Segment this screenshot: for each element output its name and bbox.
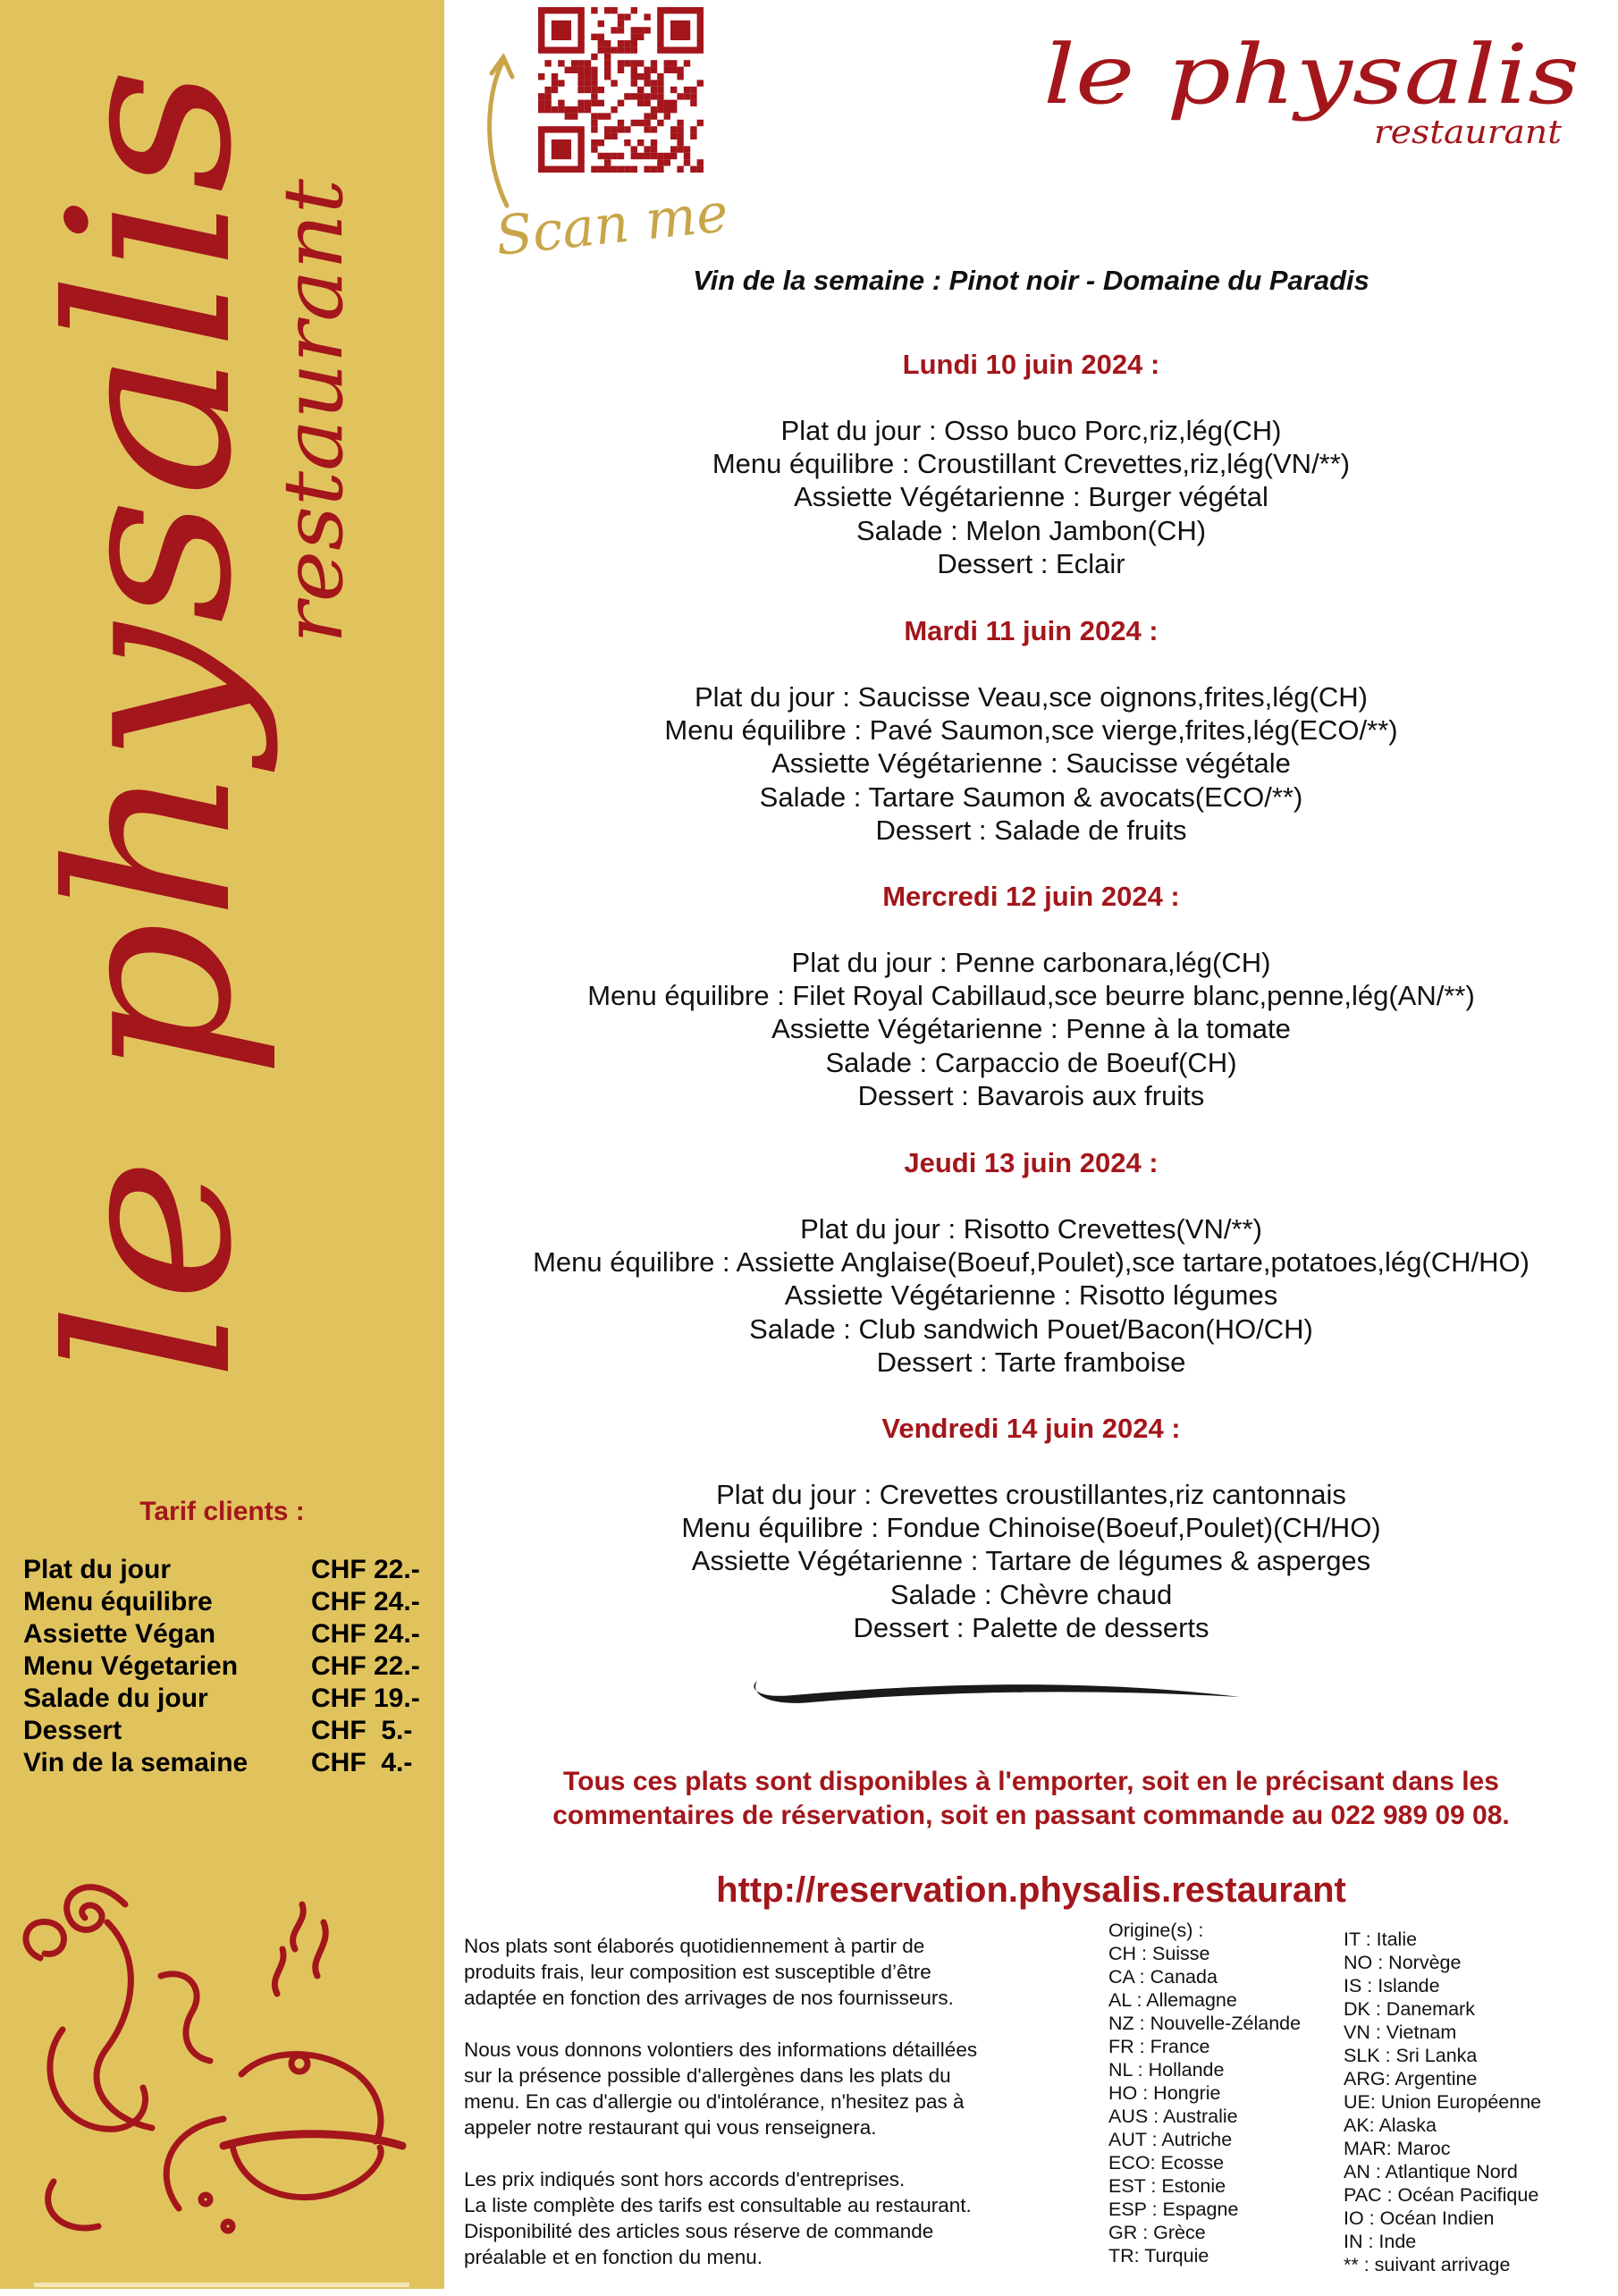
- tarif-row: [23, 1618, 443, 1650]
- dish-line: Salade : Melon Jambon(CH): [855, 514, 1207, 546]
- dish-line: Dessert : Tarte framboise: [876, 1346, 1186, 1378]
- tarif-price: CHF 24.-: [311, 1587, 420, 1616]
- tarif-list: [23, 1554, 443, 1779]
- dish-line: Salade : Chèvre chaud: [889, 1578, 1173, 1610]
- scan-arrow-icon: [490, 63, 507, 206]
- origin-item: ARG: Argentine: [1344, 2068, 1478, 2089]
- vertical-brand-name: le physalis: [21, 187, 281, 1381]
- origin-item: UE: Union Européenne: [1344, 2091, 1542, 2113]
- dish-line: Menu équilibre : Filet Royal Cabillaud,sce beurre blanc,penne,lég(AN/**): [587, 980, 1475, 1012]
- origin-item: AUT : Autriche: [1108, 2129, 1233, 2150]
- vertical-brand-sub: restaurant: [265, 204, 361, 644]
- takeaway-notice: [444, 1765, 1618, 1833]
- origin-item: TR: Turquie: [1108, 2245, 1209, 2266]
- day-menu: [444, 614, 1618, 847]
- dish-line: Dessert : Salade de fruits: [875, 814, 1187, 846]
- tarif-price: CHF 24.-: [311, 1619, 420, 1649]
- tarif-name: Menu Végetarien: [23, 1651, 239, 1681]
- main-content: [444, 0, 1618, 2289]
- origin-item: ** : suivant arrivage: [1344, 2254, 1511, 2275]
- notes-paragraph: [464, 1933, 1108, 2011]
- vertical-brand-logo: [0, 0, 444, 1448]
- dish-line: Assiette Végétarienne : Saucisse végétale: [771, 747, 1291, 780]
- origin-item: NO : Norvège: [1344, 1952, 1462, 1973]
- dish-line: Plat du jour : Crevettes croustillantes,riz cantonnais: [716, 1479, 1346, 1510]
- notes-paragraph: [464, 2166, 1108, 2270]
- tarif-price: CHF 22.-: [311, 1651, 420, 1681]
- origin-item: CH : Suisse: [1108, 1943, 1210, 1964]
- notes-line: Nous vous donnons volontiers des informations détaillées: [464, 2039, 978, 2061]
- tarif-name: Dessert: [23, 1716, 122, 1745]
- qr-code-block[interactable]: [462, 0, 784, 282]
- day-title: Mercredi 12 juin 2024 :: [882, 881, 1180, 912]
- notes-line: Disponibilité des articles sous réserve de commande: [464, 2220, 934, 2242]
- day-menu: [444, 1146, 1618, 1379]
- tarif-row: [23, 1554, 443, 1586]
- origin-item: SLK : Sri Lanka: [1344, 2045, 1478, 2066]
- brand-logo: [1034, 18, 1589, 161]
- dish-line: Plat du jour : Penne carbonara,lég(CH): [791, 947, 1271, 978]
- tarif-price: CHF 19.-: [311, 1684, 420, 1713]
- info-notes: [464, 1933, 1108, 2296]
- tarif-name: Plat du jour: [23, 1555, 171, 1584]
- origin-item: ESP : Espagne: [1108, 2199, 1239, 2220]
- origin-item: NZ : Nouvelle-Zélande: [1108, 2013, 1302, 2034]
- sidebar-bottom-bar: [34, 2283, 409, 2287]
- day-title: Jeudi 13 juin 2024 :: [904, 1147, 1159, 1178]
- origin-item: IO : Océan Indien: [1344, 2207, 1495, 2229]
- tarif-name: Menu équilibre: [23, 1587, 213, 1616]
- day-menu: [444, 348, 1618, 580]
- tarif-price: CHF 22.-: [311, 1555, 420, 1584]
- notes-line: adaptée en fonction des arrivages de nos fournisseurs.: [464, 1987, 954, 2009]
- dish-line: Dessert : Palette de desserts: [853, 1611, 1209, 1643]
- dish-line: Dessert : Bavarois aux fruits: [857, 1079, 1205, 1111]
- qr-code-modules: [535, 4, 707, 176]
- tarif-row: [23, 1683, 443, 1715]
- dish-line: Salade : Tartare Saumon & avocats(ECO/**): [759, 781, 1303, 813]
- day-title: Lundi 10 juin 2024 :: [902, 349, 1160, 380]
- origin-item: DK : Danemark: [1344, 1998, 1475, 2020]
- origin-item: AL : Allemagne: [1108, 1989, 1237, 2011]
- origin-item: EST : Estonie: [1108, 2175, 1226, 2197]
- origin-item: HO : Hongrie: [1108, 2082, 1221, 2104]
- origin-item: AN : Atlantique Nord: [1344, 2161, 1518, 2182]
- scan-me-label: Scan me: [493, 181, 731, 268]
- tarif-title: Tarif clients :: [139, 1497, 305, 1526]
- tarif-row: [23, 1715, 443, 1747]
- dish-line: Dessert : Eclair: [937, 547, 1125, 579]
- origin-item: NL : Hollande: [1108, 2059, 1225, 2081]
- tarif-row: [23, 1586, 443, 1618]
- origin-item: IT : Italie: [1344, 1929, 1418, 1950]
- dish-line: Menu équilibre : Assiette Anglaise(Boeuf,Poulet),sce tartare,potatoes,lég(CH/HO): [533, 1246, 1530, 1279]
- dish-line: Assiette Végétarienne : Penne à la tomate: [771, 1013, 1291, 1045]
- dish-line: Assiette Végétarienne : Tartare de légumes & asperges: [691, 1545, 1371, 1577]
- dish-line: Menu équilibre : Fondue Chinoise(Boeuf,Poulet)(CH/HO): [681, 1512, 1381, 1544]
- notes-line: produits frais, leur composition est susceptible d’être: [464, 1961, 931, 1983]
- day-title: Vendredi 14 juin 2024 :: [881, 1413, 1181, 1444]
- dish-line: Menu équilibre : Croustillant Crevettes,riz,lég(VN/**): [712, 448, 1351, 480]
- origins-list-1: [1108, 1919, 1301, 2267]
- dish-line: Plat du jour : Osso buco Porc,riz,lég(CH): [780, 415, 1282, 446]
- origin-item: ECO: Ecosse: [1108, 2152, 1225, 2174]
- takeaway-line: commentaires de réservation, soit en passant commande au 022 989 09 08.: [552, 1801, 1510, 1830]
- notes-line: sur la présence possible d'allergènes dans les plats du: [464, 2064, 951, 2087]
- origin-item: AK: Alaska: [1344, 2115, 1437, 2136]
- notes-line: Nos plats sont élaborés quotidiennement à partir de: [464, 1935, 925, 1957]
- tarif-row: [23, 1747, 443, 1779]
- swash-divider: [739, 1661, 1258, 1715]
- tarif-price: CHF 4.-: [311, 1748, 413, 1777]
- dish-line: Plat du jour : Saucisse Veau,sce oignons,frites,lég(CH): [695, 681, 1368, 713]
- tarif-name: Assiette Végan: [23, 1619, 216, 1649]
- tarif-name: Vin de la semaine: [23, 1748, 249, 1777]
- tarif-row: [23, 1650, 443, 1683]
- origin-item: Origine(s) :: [1108, 1920, 1204, 1941]
- notes-paragraph: [464, 2037, 1108, 2140]
- qr-code[interactable]: [462, 0, 784, 277]
- sidebar: [0, 0, 444, 2289]
- day-title: Mardi 11 juin 2024 :: [904, 615, 1159, 646]
- tarif-price: CHF 5.-: [311, 1716, 413, 1745]
- brand-logo-sub: restaurant: [1374, 114, 1563, 151]
- chef-illustration: [0, 1833, 444, 2280]
- origin-item: PAC : Océan Pacifique: [1344, 2184, 1539, 2206]
- day-menu: [444, 880, 1618, 1112]
- origin-item: CA : Canada: [1108, 1966, 1218, 1988]
- origin-item: AUS : Australie: [1108, 2106, 1238, 2127]
- origins-list-2: [1344, 1928, 1541, 2276]
- origin-item: IN : Inde: [1344, 2231, 1417, 2252]
- brand-logo-name: le physalis: [1043, 27, 1580, 122]
- dish-line: Menu équilibre : Pavé Saumon,sce vierge,frites,lég(ECO/**): [664, 714, 1398, 747]
- wine-of-week: Vin de la semaine : Pinot noir - Domaine du Paradis: [693, 265, 1369, 296]
- dish-line: Assiette Végétarienne : Burger végétal: [794, 481, 1268, 513]
- origin-item: GR : Grèce: [1108, 2222, 1206, 2243]
- dish-line: Salade : Carpaccio de Boeuf(CH): [825, 1046, 1237, 1078]
- day-menu: [444, 1412, 1618, 1644]
- notes-line: La liste complète des tarifs est consultable au restaurant.: [464, 2194, 972, 2216]
- origin-item: VN : Vietnam: [1344, 2022, 1457, 2043]
- origin-item: MAR: Maroc: [1344, 2138, 1451, 2159]
- notes-line: préalable et en fonction du menu.: [464, 2246, 763, 2268]
- origin-item: FR : France: [1108, 2036, 1210, 2057]
- notes-line: menu. En cas d'allergie ou d'intolérance, n'hesitez pas à: [464, 2090, 965, 2113]
- takeaway-line: Tous ces plats sont disponibles à l'emporter, soit en le précisant dans les: [563, 1767, 1499, 1796]
- notes-line: Les prix indiqués sont hors accords d'entreprises.: [464, 2168, 906, 2190]
- tarif-name: Salade du jour: [23, 1684, 208, 1713]
- origin-item: IS : Islande: [1344, 1975, 1440, 1996]
- dish-line: Assiette Végétarienne : Risotto légumes: [784, 1279, 1278, 1312]
- reservation-link[interactable]: http://reservation.physalis.restaurant: [716, 1870, 1346, 1910]
- dish-line: Salade : Club sandwich Pouet/Bacon(HO/CH): [749, 1313, 1313, 1345]
- notes-line: appeler notre restaurant qui vous renseignera.: [464, 2116, 877, 2139]
- dish-line: Plat du jour : Risotto Crevettes(VN/**): [800, 1213, 1262, 1245]
